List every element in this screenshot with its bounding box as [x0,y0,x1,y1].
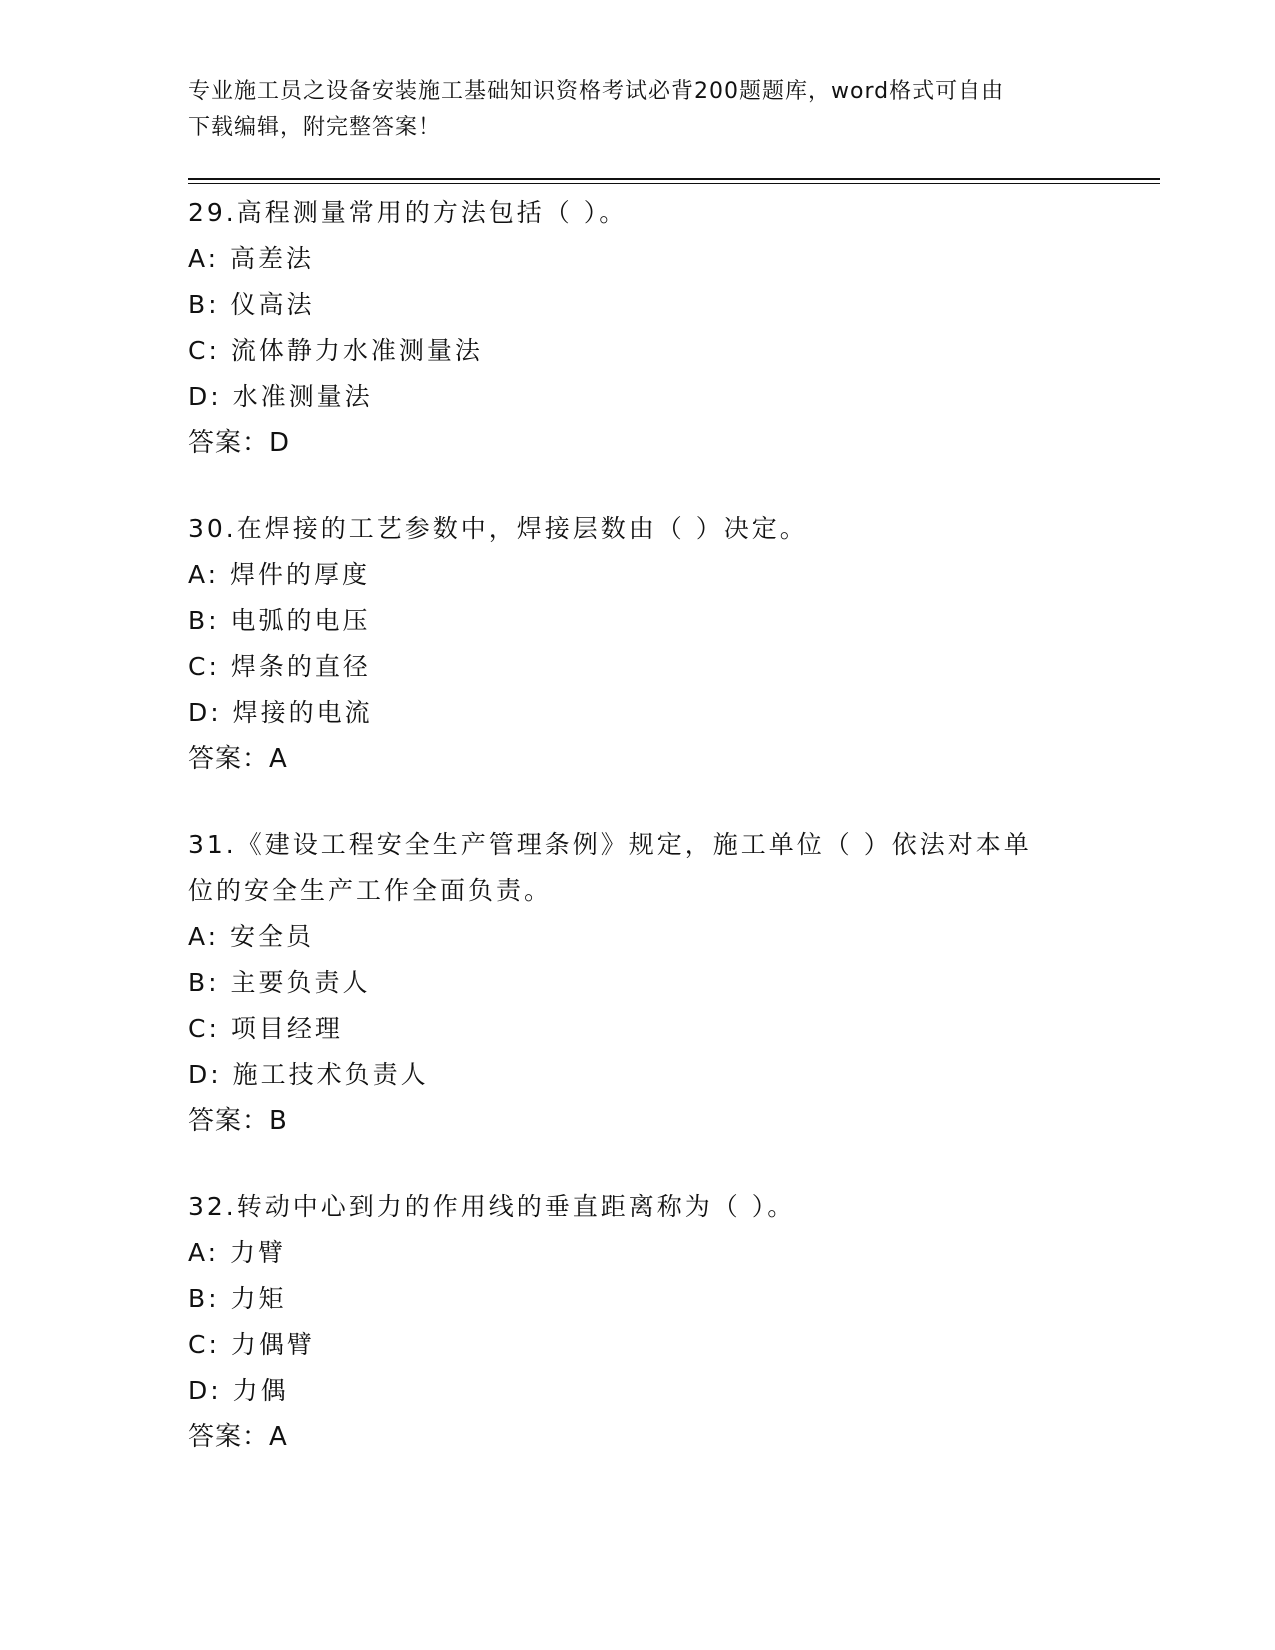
option-a: A: 焊件的厚度 [188,560,371,589]
answer: 答案：B [188,1106,288,1136]
option-b: B: 力矩 [188,1284,287,1313]
header-divider [188,178,1160,184]
option-c: C: 项目经理 [188,1014,343,1043]
question-list [188,190,1088,1500]
question-stem: 32.转动中心到力的作用线的垂直距离称为（ ）。 [188,1192,796,1221]
question-30 [188,506,1088,782]
question-29 [188,190,1088,466]
option-b: B: 主要负责人 [188,968,371,997]
header-line-2: 下载编辑，附完整答案！ [188,115,442,140]
option-d: D: 力偶 [188,1376,289,1405]
question-31 [188,822,1088,1144]
option-c: C: 力偶臂 [188,1330,315,1359]
option-a: A: 安全员 [188,922,315,951]
option-d: D: 水准测量法 [188,382,373,411]
option-b: B: 仪高法 [188,290,315,319]
question-32 [188,1184,1088,1460]
document-header [188,74,1088,146]
option-c: C: 流体静力水准测量法 [188,336,483,365]
option-b: B: 电弧的电压 [188,606,371,635]
question-stem: 29.高程测量常用的方法包括（ ）。 [188,198,628,227]
option-d: D: 施工技术负责人 [188,1060,429,1089]
header-line-1: 专业施工员之设备安装施工基础知识资格考试必背200题题库，word格式可自由 [188,79,1005,104]
option-c: C: 焊条的直径 [188,652,371,681]
answer: 答案：A [188,1422,288,1452]
option-a: A: 高差法 [188,244,315,273]
question-stem-continued: 位的安全生产工作全面负责。 [188,876,553,905]
answer: 答案：A [188,744,288,774]
question-stem: 30.在焊接的工艺参数中，焊接层数由（ ）决定。 [188,514,808,543]
option-a: A: 力臂 [188,1238,287,1267]
answer: 答案：D [188,428,291,458]
option-d: D: 焊接的电流 [188,698,373,727]
question-stem: 31.《建设工程安全生产管理条例》规定，施工单位（ ）依法对本单 [188,830,1032,859]
